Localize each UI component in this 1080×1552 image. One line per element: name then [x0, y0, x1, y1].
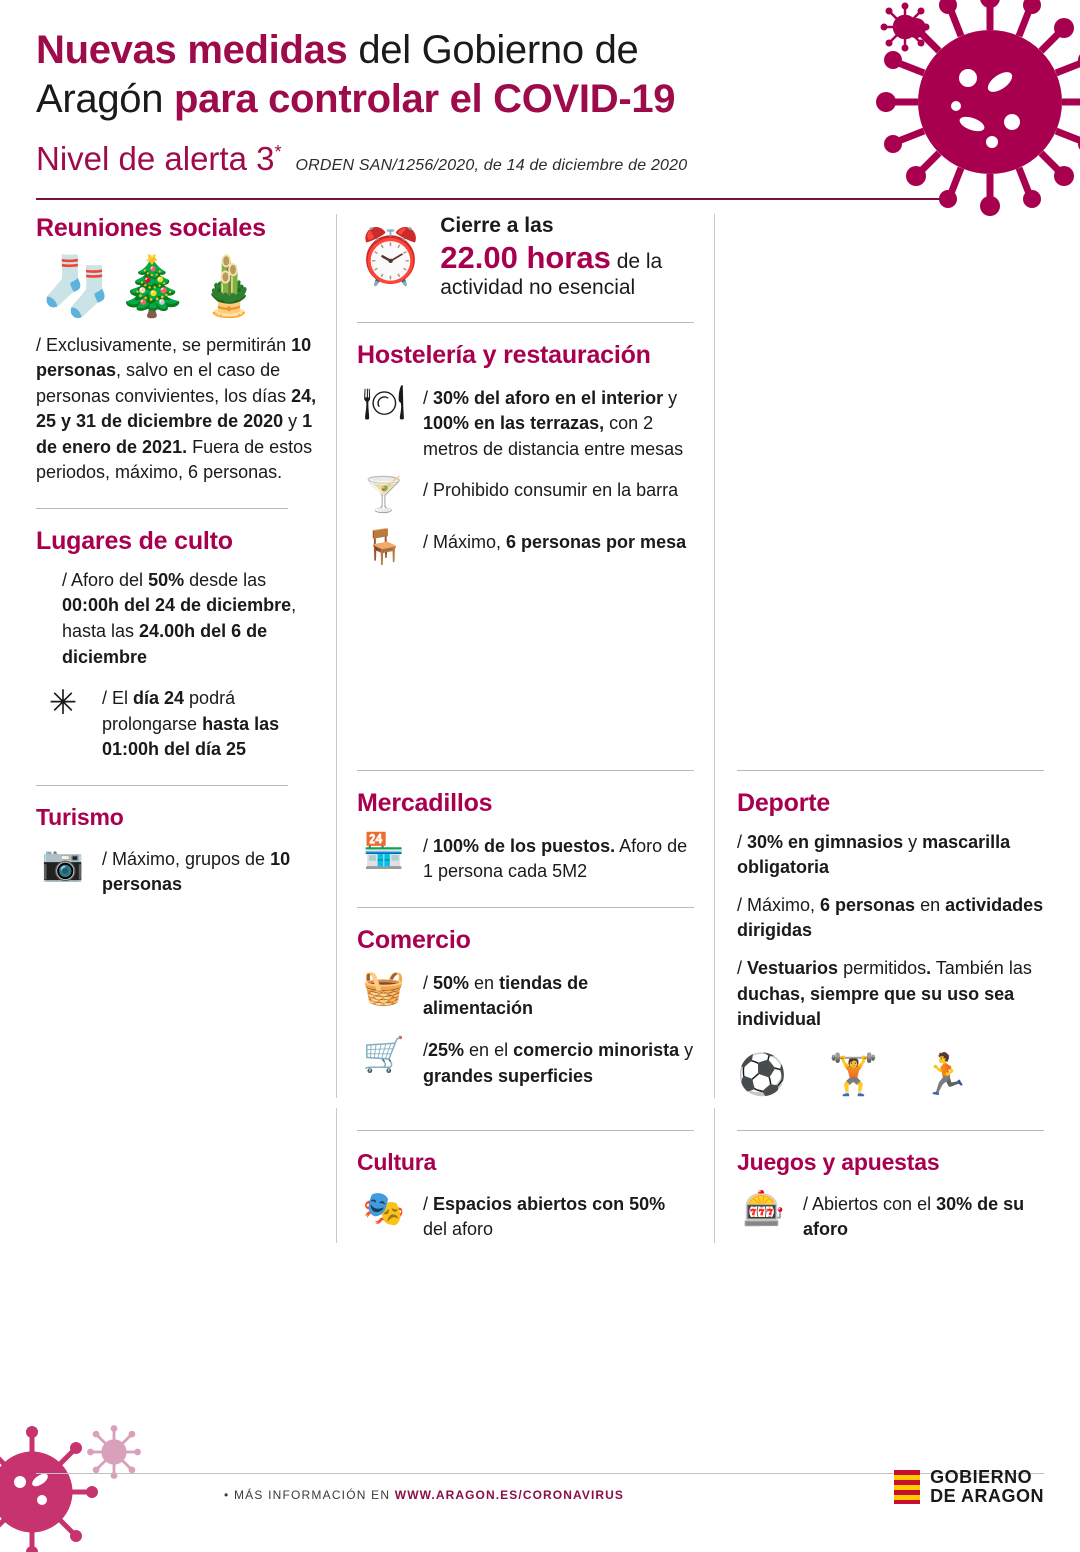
divider-mid-4	[357, 1130, 694, 1131]
hosteleria-text-1: / 30% del aforo en el interior y 100% en las terrazas, con 2 metros de distancia entre mesas	[423, 387, 684, 459]
divider-mid-2	[357, 770, 694, 771]
bottom-band	[36, 1108, 1044, 1243]
page-title	[36, 26, 856, 124]
title-part-2: del Gobierno de	[347, 28, 639, 72]
turismo-text: / Máximo, grupos de 10 personas	[102, 848, 291, 895]
deporte-text-1: / 30% en gimnasios y mascarilla obligatoria	[737, 831, 1011, 878]
closing-big: 22.00 horas	[440, 239, 611, 275]
section-title-juegos: Juegos y apuestas	[737, 1148, 940, 1175]
christmas-bauble-icon: 🎍	[192, 253, 265, 319]
section-title-comercio: Comercio	[357, 925, 471, 954]
hosteleria-text-2: / Prohibido consumir en la barra	[423, 480, 679, 501]
footer-divider	[36, 1473, 1044, 1474]
page-footer	[36, 1467, 1044, 1507]
section-title-turismo: Turismo	[36, 803, 124, 830]
theater-masks-icon: 🎭	[362, 1189, 406, 1228]
section-title-mercadillos: Mercadillos	[357, 788, 493, 817]
room-service-tray-icon: 🍽	[362, 383, 406, 422]
gobierno-text	[930, 1468, 1044, 1506]
culto-item-1: / Aforo del 50% desde las 00:00h del 24 de diciembre, hasta las 24.00h del 6 de diciembre	[62, 569, 297, 667]
alert-level-text: Nivel de alerta 3	[36, 139, 275, 177]
weightlifter-icon: 🏋	[828, 1052, 879, 1097]
deporte-icons	[737, 1051, 1044, 1098]
closing-line2-rest: de la actividad no esencial	[440, 249, 663, 299]
alert-level	[36, 140, 281, 178]
hosteleria-item-2	[357, 478, 694, 514]
comercio-text-2: /25% en el comercio minorista y grandes superficies	[423, 1039, 694, 1086]
alert-subline	[36, 140, 1044, 178]
cocktail-glass-icon: 🍸	[362, 476, 406, 515]
casino-chips-icon: 🎰	[742, 1189, 786, 1228]
mercadillos-text: / 100% de los puestos. Aforo de 1 persona cada 5M2	[423, 835, 688, 882]
comercio-item-2	[357, 1035, 694, 1089]
closing-line2	[440, 240, 694, 300]
christmas-tree-icon: 🎄	[116, 253, 189, 319]
juegos-text: / Abiertos con el 30% de su aforo	[803, 1193, 1025, 1240]
deporte-text-3: / Vestuarios permitidos. También las duchas, siempre que su uso sea individual	[737, 957, 1032, 1030]
cultura-text: / Espacios abiertos con 50% del aforo	[423, 1193, 666, 1240]
deporte-text-2: / Máximo, 6 personas en actividades dirigidas	[737, 894, 1044, 941]
gobierno-aragon-logo	[894, 1468, 1044, 1506]
juegos-row	[737, 1189, 1044, 1243]
title-part-4: para controlar el COVID-19	[174, 76, 676, 121]
more-info-label: MÁS INFORMACIÓN EN	[233, 1488, 395, 1502]
closing-time-block	[357, 214, 694, 300]
hosteleria-text-3: / Máximo, 6 personas por mesa	[423, 531, 687, 552]
orden-reference: ORDEN SAN/1256/2020, de 14 de diciembre de 2020	[295, 156, 688, 174]
divider-left-1	[36, 508, 288, 509]
section-title-culto: Lugares de culto	[36, 526, 233, 555]
reuniones-text: / Exclusivamente, se permitirán 10 personas, salvo en el caso de personas convivientes, los días 24, 25 y 31 de diciembre de 2020 y 1 de enero de 2021. Fuera de estos periodos, máximo, 6 personas.	[36, 334, 317, 483]
page-header	[36, 0, 1044, 200]
mercadillos-row	[357, 831, 694, 885]
coronavirus-illustration-bottom-left-small	[86, 1424, 142, 1480]
gobierno-line-1: GOBIERNO	[930, 1467, 1033, 1488]
closing-line1: Cierre a las	[440, 213, 554, 237]
divider-mid-3	[357, 907, 694, 908]
section-title-deporte: Deporte	[737, 788, 831, 817]
comercio-text-1: / 50% en tiendas de alimentación	[423, 972, 589, 1019]
market-stall-icon: 🏪	[362, 831, 406, 870]
more-info-url[interactable]: WWW.ARAGON.ES/CORONAVIRUS	[394, 1488, 625, 1502]
camera-icon: 📷	[41, 844, 85, 883]
runner-icon: 🏃	[920, 1052, 971, 1097]
band-right	[714, 748, 1044, 1098]
divider-right-2	[737, 1130, 1044, 1131]
culto-item-2: / El día 24 podrá prolongarse hasta las 01:00h del día 25	[102, 688, 280, 760]
soccer-ball-icon: ⚽	[737, 1052, 787, 1097]
bullet-icon: •	[224, 1488, 230, 1502]
title-part-3: Aragón	[36, 76, 174, 121]
band-middle	[336, 748, 714, 1098]
table-chairs-icon: 🪑	[362, 527, 406, 566]
christmas-icons	[40, 253, 318, 321]
section-title-reuniones: Reuniones sociales	[36, 213, 266, 242]
hosteleria-item-1	[357, 383, 694, 463]
alarm-clock-icon: ⏰	[357, 226, 425, 287]
hosteleria-item-3	[357, 527, 694, 566]
cultura-row	[357, 1189, 694, 1243]
shopping-cart-icon: 🛒	[362, 1035, 406, 1074]
bottom-middle	[336, 1108, 714, 1243]
section-title-cultura: Cultura	[357, 1148, 437, 1175]
gobierno-line-2: DE ARAGON	[930, 1486, 1044, 1507]
header-divider	[36, 198, 941, 200]
alert-level-asterisk: *	[274, 141, 282, 162]
aragon-flag-icon	[894, 1470, 920, 1504]
comercio-item-1	[357, 968, 694, 1022]
more-info	[36, 1488, 1044, 1502]
section-title-hosteleria: Hostelería y restauración	[357, 340, 651, 369]
closing-text	[440, 214, 694, 300]
title-part-1: Nuevas medidas	[36, 28, 348, 72]
divider-right-1	[737, 770, 1044, 771]
divider-mid-1	[357, 322, 694, 323]
shopping-basket-icon: 🧺	[362, 968, 406, 1007]
christmas-stocking-icon: 🧦	[40, 253, 113, 319]
bottom-right	[714, 1108, 1044, 1243]
star-sparkle-icon: ✳	[48, 684, 78, 723]
second-band	[36, 748, 1044, 1098]
